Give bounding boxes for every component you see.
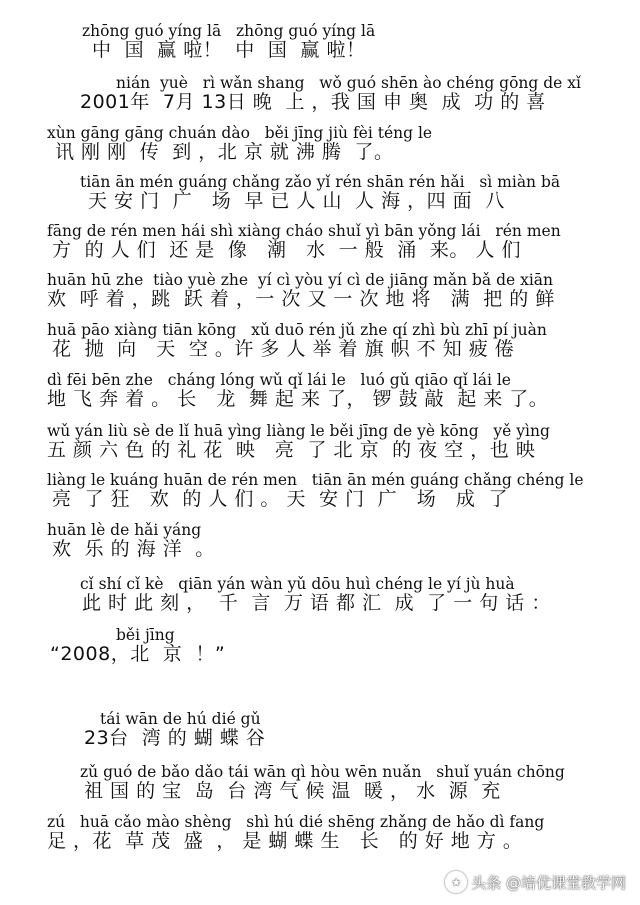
hanzi-text: “2008，北 京 ！” <box>50 643 226 665</box>
hanzi-text: 23台 湾 的 蝴 蝶 谷 <box>84 727 266 749</box>
watermark-text: 头条 @培优课堂教学网 <box>471 873 626 892</box>
pinyin-text: fāng de rén men hái shì xiàng cháo shuǐ yì bān yǒng lái rén men <box>47 222 561 240</box>
pinyin-text: zú huā cǎo mào shèng shì hú dié shēng zhǎng de hǎo dì fang <box>47 813 545 831</box>
hanzi-text: 中 国 赢 啦！ 中 国 赢 啦！ <box>92 39 366 61</box>
pinyin-text: tái wān de hú dié gǔ <box>100 710 261 728</box>
hanzi-text: 讯 刚 刚 传 到 ，北 京 就 沸 腾 了。 <box>55 141 394 163</box>
pinyin-text: huān hū zhe tiào yuè zhe yí cì yòu yí cì de jiāng mǎn bǎ de xiān <box>47 271 554 289</box>
pinyin-text: huān lè de hǎi yáng <box>47 521 202 539</box>
pinyin-text: běi jīng <box>116 626 175 644</box>
pinyin-text: tiān ān mén guáng chǎng zǎo yǐ rén shān rén hǎi sì miàn bā <box>80 173 561 191</box>
hanzi-text: 祖 国 的 宝 岛 台 湾 气 候 温 暖 ， 水 源 充 <box>84 780 501 802</box>
hanzi-text: 方 的 人 们 还 是 像 潮 水 一 般 涌 来。 人 们 <box>52 239 521 261</box>
pinyin-text: wǔ yán liù sè de lǐ huā yìng liàng le běi jīng de yè kōng yě yìng <box>47 422 550 440</box>
pinyin-text: dì fēi bēn zhe cháng lóng wǔ qǐ lái le luó gǔ qiāo qǐ lái le <box>47 371 511 389</box>
source-watermark <box>445 871 626 893</box>
logo-icon: ★ <box>445 871 467 893</box>
hanzi-text: 天 安 门 广 场 早 已 人 山 人 海 ，四 面 八 <box>88 190 505 212</box>
hanzi-text: 此 时 此 刻 ， 千 言 万 语 都 汇 成 了 一 句 话 ： <box>82 592 551 614</box>
pinyin-text: huā pāo xiàng tiān kōng xǔ duō rén jǔ zhe qí zhì bù zhī pí juàn <box>47 321 547 339</box>
hanzi-text: 亮 了 狂 欢 的 人 们 。 天 安 门 广 场 成 了 <box>52 488 508 510</box>
hanzi-text: 足 ，花 草 茂 盛 ， 是 蝴 蝶 生 长 的 好 地 方 。 <box>47 830 523 852</box>
hanzi-text: 花 抛 向 天 空 。许 多 人 举 着 旗 帜 不 知 疲 倦 <box>52 338 515 360</box>
pinyin-text: xùn gāng gāng chuán dào běi jīng jiù fèi téng le <box>47 124 433 142</box>
pinyin-text: liàng le kuáng huān de rén men tiān ān mén guáng chǎng chéng le <box>47 471 584 489</box>
pinyin-text: zhōng guó yíng lā zhōng guó yíng lā <box>82 22 376 40</box>
pinyin-text: zǔ guó de bǎo dǎo tái wān qì hòu wēn nuǎn shuǐ yuán chōng <box>80 763 565 781</box>
hanzi-text: 欢 呼 着 ，跳 跃 着 ，一 次 又 一 次 地 将 满 把 的 鲜 <box>47 288 555 310</box>
pinyin-text: nián yuè rì wǎn shang wǒ guó shēn ào chéng gōng de xǐ <box>116 74 581 92</box>
hanzi-text: 五 颜 六 色 的 礼 花 映 亮 了 北 京 的 夜 空 ，也 映 <box>47 439 536 461</box>
hanzi-text: 地 飞 奔 着 。 长 龙 舞 起 来 了， 锣 鼓 敲 起 来 了。 <box>47 388 549 410</box>
hanzi-text: 欢 乐 的 海 洋 。 <box>52 538 215 560</box>
pinyin-text: cǐ shí cǐ kè qiān yán wàn yǔ dōu huì chéng le yí jù huà <box>80 575 515 593</box>
hanzi-text: 2001年 7月 13日 晚 上 ，我 国 申 奥 成 功 的 喜 <box>80 91 546 113</box>
